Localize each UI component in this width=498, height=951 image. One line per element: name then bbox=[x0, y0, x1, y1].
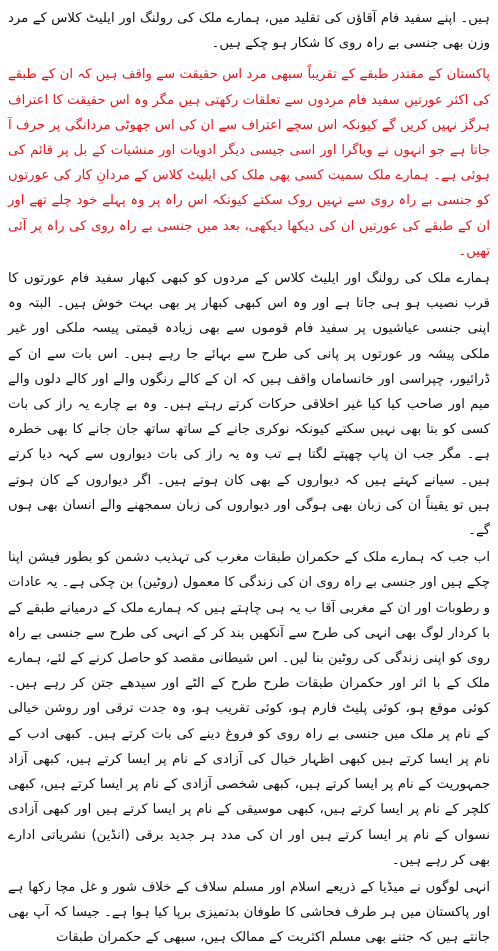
article-paragraph-4: اب جب کہ ہمارے ملک کے حکمران طبقات مغرب کی تہذیب دشمن کو بطور فیشن اپنا چکے ہیں اور جنسی بے راہ روی ان کی زندگی کا معمول (روٹین) بن چکی ہے۔ یہ عادات و رطوبات اور ان کے مغربی آقا ب یہ ہی چاہتے ہیں کہ ہمارے ملک کے درمیانے طبقے کے با کردار لوگ بھی انہی کی طرح سے آنکھیں بند کر کے انہی کی طرح سے جنسی بے راہ روی کو اپنی زندگی کی روٹین بنا لیں۔ اس شیطانی مقصد کو حاصل کرنے کے لئے، ہمارے ملک کے با اثر اور حکمران طبقات طرح طرح کے الٹے اور سیدھے جتن کر رہے ہیں۔ کوئی موقع ہو، کوئی پلیٹ فارم ہو، کوئی تقریب ہو، وہ جدت ترقی اور روشن خیالی کے نام پر ملک میں جنسی بے راہ روی کو فروغ دینے کی بات کرتے ہیں۔ کبھی ادب کے نام پر ایسا کرتے ہیں کبھی اظہار خیال کی آزادی کے نام پر ایسا کرتے ہیں، کبھی آزاد جمہوریت کے نام پر ایسا کرتے ہیں، کبھی شخصی آزادی کے نام پر ایسا کرتے ہیں، کبھی کلچر کے نام پر ایسا کرتے ہیں، کبھی موسیقی کے نام پر ایسا کرتے ہیں اور کبھی آزادی نسواں کے نام پر ایسا کرتے ہیں اور ان کی مدد ہر جدید برقی (انڈین) نشریاتی ادارے بھی کر رہے ہیں۔ bbox=[8, 550, 490, 868]
article-paragraph-1: ہیں۔ اپنے سفید فام آقاؤں کی تقلید میں، ہمارے ملک کی رولنگ اور ایلیٹ کلاس کے مرد وزن بھی جنسی بے راہ روی کا شکار ہو چکے ہیں۔ bbox=[8, 11, 490, 52]
article-paragraph-3: ہمارے ملک کی رولنگ اور ایلیٹ کلاس کے مردوں کو کبھی کبھار سفید فام عورتوں کا قرب نصیب ہو ہی جاتا ہے اور وہ اس کبھی کبھار پر بھی بہت خوش ہیں۔ البتہ وہ اپنی جنسی عیاشیوں پر سفید فام قوموں سے بھی زیادہ قیمتی پیسہ ملکی اور غیر ملکی پیشہ ور عورتوں پر پانی کی طرح سے بہائے جا رہے ہیں۔ اس بات سے ان کے ڈرائیور، چپراسی اور خانساماں واقف ہیں کہ ان کے کالے رنگوں والے اور کالے دلوں والے میم اور صاحب کیا کیا غیر اخلاقی حرکات کرتے رہتے ہیں۔ وہ بے چارے یہ راز کی بات کسی کو بتا بھی نہیں سکتے کیونکہ نوکری جانے کے ساتھ ساتھ جان جانے کا بھی خطرہ ہے۔ مگر جب ان پاپ چھپتے لگتا ہے تب وہ یہ راز کی بات دیواروں سے کہہ دیا کرتے ہیں۔ سیانے کہتے ہیں کہ دیواروں کے بھی کان ہوتے ہیں۔ اگر دیواروں کے کان ہوتے ہیں تو یقیناً ان کی زبان بھی ہوگی اور دیواروں کی زبان سمجھنے والے انسان بھی ہوں گے۔ bbox=[8, 271, 490, 539]
article-paragraph-2-highlighted: پاکستان کے مقتدر طبقے کے تقریباً سبھی مرد اس حقیقت سے واقف ہیں کہ ان کے طبقے کی اکثر عورتیں سفید فام مردوں سے تعلقات رکھتی ہیں مگر وہ اس حقیقت کا اعتراف ہرگز نہیں کریں گے کیونکہ اس سچے اعتراف سے ان کی اس جھوٹی مردانگی پر حرف آ جاتا ہے جو انہوں نے ویاگرا اور اسی جیسی دیگر ادویات اور منشیات کے بل پر قائم کی ہوئی ہے۔ ہمارے ملک سمیت کسی بھی ملک کی ایلیٹ کلاس کے مردانِ کار کی عورتوں کو جنسی بے راہ روی سے نہیں روک سکتے کیونکہ اس راہ پر وہ پہلے خود چلے تھے اور ان کے طبقے کی عورتیں ان کی دیکھا دیکھی، بعد میں جنسی بے راہ روی کی راہ پر آئی تھیں۔ bbox=[8, 67, 490, 259]
article-paragraph-5: انہی لوگوں نے میڈیا کے ذریعے اسلام اور مسلم سلاف کے خلاف شور و غل مچا رکھا ہے اور پاکستان میں ہر طرف فحاشی کا طوفان بدتمیزی برپا کیا ہوا ہے۔ جیسا کہ آپ بھی جانتے ہیں کہ جتنے بھی مسلم اکثریت کے ممالک ہیں، سبھی کے حکمران طبقات bbox=[8, 879, 490, 946]
